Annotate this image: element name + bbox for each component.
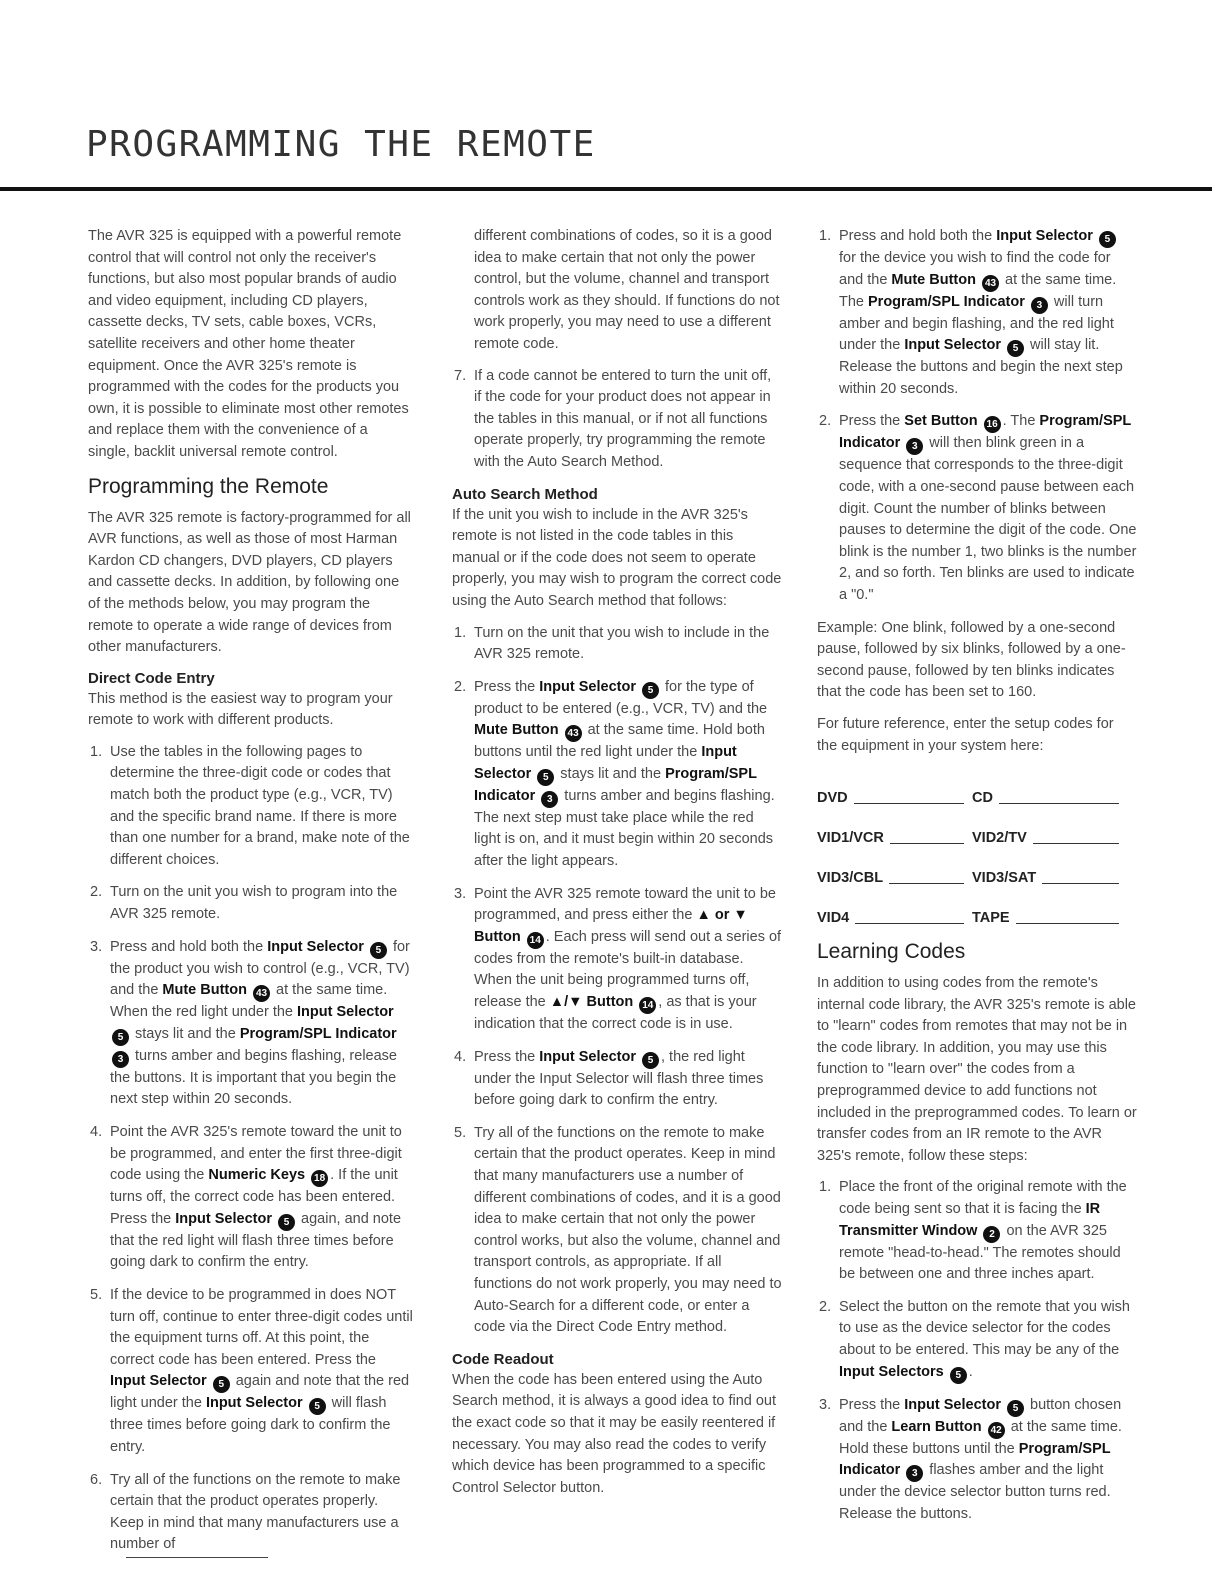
callout-number: 14 — [639, 997, 656, 1014]
code-row — [817, 855, 1137, 889]
step-item: 5. Try all of the functions on the remote to make certain that the product operates. Keep in mind that many manufacturers use a number of different combinations of codes, and it is a good idea to make certain that not only the power control works, but also the volume, channel and transport controls, as appropriate. If all functions do not work properly, you may need to Auto-Search for a different code, or enter a code via the Direct Code Entry method. — [454, 1124, 782, 1336]
code-entry-line[interactable] — [1033, 842, 1119, 844]
code-label: DVD — [817, 789, 848, 806]
example-paragraph: Example: One blink, followed by a one-second pause, followed by six blinks, followed by a one-second pause, followed by ten blinks indicates that the code has been set to 160. — [817, 619, 1126, 701]
code-label: VID3/CBL — [817, 869, 884, 886]
step-item: 2. Press the Set Button 16 . The Program/SPL Indicator 3 will then blink green in a sequence that corresponds to the three-digit code, with a one-second pause between each digit. Count the number of blinks between pauses to determine the digit of the code. One blink is the number 1, two blinks is the number 2, and so forth. Ten blinks are used to indicate a "0." — [819, 413, 1137, 603]
setup-codes-form — [817, 775, 1137, 929]
callout-number: 42 — [988, 1422, 1005, 1439]
continuation-paragraph: different combinations of codes, so it is a good idea to make certain that not only the power control, but the volume, channel and transport controls work as they should. If functions do not work properly, you may need to use a different remote code. — [474, 228, 780, 352]
step-item: 1. Place the front of the original remote with the code being sent so that it is facing the IR Transmitter Window 2 on the AVR 325 remote "head-to-head." The remotes should be between one and three inches apart. — [819, 1179, 1127, 1283]
callout-number: 5 — [278, 1214, 295, 1231]
direct-code-steps — [88, 742, 413, 1556]
callout-number: 3 — [906, 438, 923, 455]
step-item: 4. Point the AVR 325's remote toward the unit to be programmed, and enter the first three-digit code using the Numeric Keys 18 . If the unit turns off, the correct code has been entered. Press the Input Selector 5 again, and note that the red light will flash three times before going dark to confirm the entry. — [90, 1124, 402, 1271]
subheading-code-readout: Code Readout — [452, 1350, 554, 1368]
callout-number: 3 — [1031, 297, 1048, 314]
callout-number: 16 — [984, 416, 1001, 433]
callout-number: 14 — [527, 932, 544, 949]
callout-number: 5 — [642, 682, 659, 699]
subheading-direct-code-entry: Direct Code Entry — [88, 669, 215, 687]
subheading-auto-search: Auto Search Method — [452, 485, 598, 503]
code-row — [817, 815, 1137, 849]
callout-number: 5 — [112, 1029, 129, 1046]
step-item: 5. If the device to be programmed in does NOT turn off, continue to enter three-digit codes until the equipment turns off. At this point, the correct code has been entered. Press the Input Selector 5 again and note that the red light under the Input Selector 5 will flash three times before going dark to confirm the entry. — [90, 1286, 413, 1455]
auto-search-steps — [452, 623, 782, 1339]
step-item: 3. Press the Input Selector 5 button chosen and the Learn Button 42 at the same time. Hold these buttons until the Program/SPL Indicator 3 flashes amber and the light under the device selector button turns red. Release the buttons. — [819, 1396, 1122, 1522]
code-entry-line[interactable] — [890, 842, 964, 844]
callout-number: 43 — [253, 985, 270, 1002]
callout-number: 5 — [1099, 231, 1116, 248]
step-item: 7. If a code cannot be entered to turn the unit off, if the code for your product does not appear in the tables in this manual, or if not all functions operate properly, try programming the remote with the Auto Search Method. — [454, 367, 772, 470]
step-item: 1. Use the tables in the following pages to determine the three-digit code or codes that match both the product type (e.g., VCR, TV) and the specific brand name. If there is more than one number for a brand, make note of the different choices. — [90, 743, 410, 868]
step-item: 6. Try all of the functions on the remote to make certain that the product operates properly. Keep in mind that many manufacturers use a number of — [90, 1471, 401, 1553]
code-label: VID3/SAT — [972, 869, 1037, 886]
callout-number: 5 — [1007, 340, 1024, 357]
code-label: VID2/TV — [972, 829, 1027, 846]
code-row — [817, 775, 1137, 809]
callout-number: 5 — [213, 1376, 230, 1393]
callout-number: 2 — [983, 1226, 1000, 1243]
callout-number: 5 — [370, 942, 387, 959]
step-item: 3. Point the AVR 325 remote toward the unit to be programmed, and press either the ▲ or ▼ Button 14 . Each press will send out a series of codes from the remote's built-in database. When the unit being programmed turns off, release the ▲/▼ Button 14 , as that is your indication that the correct code is in use. — [454, 885, 782, 1033]
step-item: 3. Press and hold both the Input Selector 5 for the product you wish to control (e.g., VCR, TV) and the Mute Button 43 at the same time. When the red light under the Input Selector 5 stays lit and the Program/SPL Indicator 3 turns amber and begins flashing, release the buttons. It is important that you begin the next step within 20 seconds. — [90, 938, 410, 1108]
callout-number: 18 — [311, 1170, 328, 1187]
code-entry-line[interactable] — [1016, 922, 1119, 924]
step-item: 2. Select the button on the remote that you wish to use as the device selector for the codes about to be entered. This may be any of the Input Selectors 5 . — [817, 1297, 1137, 1384]
learning-steps — [817, 1177, 1137, 1525]
step-item: 1. Press and hold both the Input Selector 5 for the device you wish to find the code for and the Mute Button 43 at the same time. The Program/SPL Indicator 3 will turn amber and begin flashing, and the red light under the Input Selector 5 will stay lit. Release the buttons and begin the next step within 20 seconds. — [819, 228, 1123, 397]
direct-code-steps-continued — [452, 366, 782, 474]
step-item: 2. Turn on the unit you wish to program into the AVR 325 remote. — [90, 884, 398, 923]
step-item: 4. Press the Input Selector 5 , the red light under the Input Selector will flash three times before going dark to confirm the entry. — [454, 1048, 764, 1109]
code-label: VID4 — [817, 909, 850, 926]
footer-rule — [126, 1557, 268, 1558]
step-item: 1. Turn on the unit that you wish to include in the AVR 325 remote. — [454, 624, 770, 663]
title-rule — [0, 187, 1212, 191]
code-label: CD — [972, 789, 993, 806]
direct-code-intro: This method is the easiest way to program your remote to work with different products. — [88, 690, 393, 729]
code-entry-line[interactable] — [889, 882, 964, 884]
callout-number: 43 — [982, 275, 999, 292]
step-item: 2. Press the Input Selector 5 for the type of product to be entered (e.g., VCR, TV) and the Mute Button 43 at the same time. Hold both buttons until the red light under the Input Selector 5 stays lit and the Program/SPL Indicator 3 turns amber and begins flashing. The next step must take place while the red light is on, and it must begin within 20 seconds after the light appears. — [454, 678, 775, 870]
code-entry-line[interactable] — [1042, 882, 1119, 884]
callout-number: 3 — [541, 791, 558, 808]
callout-number: 5 — [537, 769, 554, 786]
code-readout-steps — [817, 226, 1137, 607]
callout-number: 5 — [950, 1367, 967, 1384]
future-reference-paragraph: For future reference, enter the setup codes for the equipment in your system here: — [817, 715, 1114, 754]
code-row — [817, 895, 1137, 929]
callout-number: 43 — [565, 725, 582, 742]
callout-number: 5 — [309, 1398, 326, 1415]
code-entry-line[interactable] — [854, 802, 964, 804]
page-title: PROGRAMMING THE REMOTE — [86, 124, 596, 165]
code-label: VID1/VCR — [817, 829, 884, 846]
programming-paragraph: The AVR 325 remote is factory-programmed for all AVR functions, as well as those of most Harman Kardon CD changers, DVD players, CD players and cassette decks. In addition, by following one of the methods below, you may program the remote to operate a wide range of devices from other manufacturers. — [88, 509, 411, 656]
callout-number: 5 — [642, 1052, 659, 1069]
auto-search-intro: If the unit you wish to include in the AVR 325's remote is not listed in the code tables in this manual or if the code does not seem to operate properly, you may wish to program the correct code using the Auto Search method that follows: — [452, 506, 782, 609]
learning-codes-paragraph: In addition to using codes from the remote's internal code library, the AVR 325's remote is able to "learn" codes from remotes that may not be in the code library. In addition, you may use this function to "learn over" the codes from a preprogrammed device to add functions not included in the preprogrammed codes. To learn or transfer codes from an IR remote to the AVR 325's remote, follow these steps: — [817, 975, 1137, 1164]
callout-number: 3 — [112, 1051, 129, 1068]
code-entry-line[interactable] — [999, 802, 1119, 804]
column-2 — [452, 226, 782, 1509]
section-heading-programming: Programming the Remote — [88, 474, 329, 498]
code-label: TAPE — [972, 909, 1010, 926]
section-heading-learning-codes: Learning Codes — [817, 940, 966, 964]
column-3 — [817, 226, 1137, 1536]
code-entry-line[interactable] — [855, 922, 964, 924]
code-readout-paragraph: When the code has been entered using the Auto Search method, it is always a good idea to find out the exact code so that it may be easily reentered if necessary. You may also read the codes to verify which device has been programmed to a specific Control Selector button. — [452, 1371, 777, 1496]
callout-number: 3 — [906, 1465, 923, 1482]
intro-paragraph: The AVR 325 is equipped with a powerful remote control that will control not only the receiver's functions, but also most popular brands of audio and video equipment, including CD players, cassette decks, TV sets, cable boxes, VCRs, satellite receivers and other home theater equipment. Once the AVR 325's remote is programmed with the codes for the products you own, it is possible to eliminate most other remotes and replace them with the convenience of a single, backlit universal remote control. — [88, 228, 409, 460]
callout-number: 5 — [1007, 1400, 1024, 1417]
column-1 — [88, 226, 413, 1567]
